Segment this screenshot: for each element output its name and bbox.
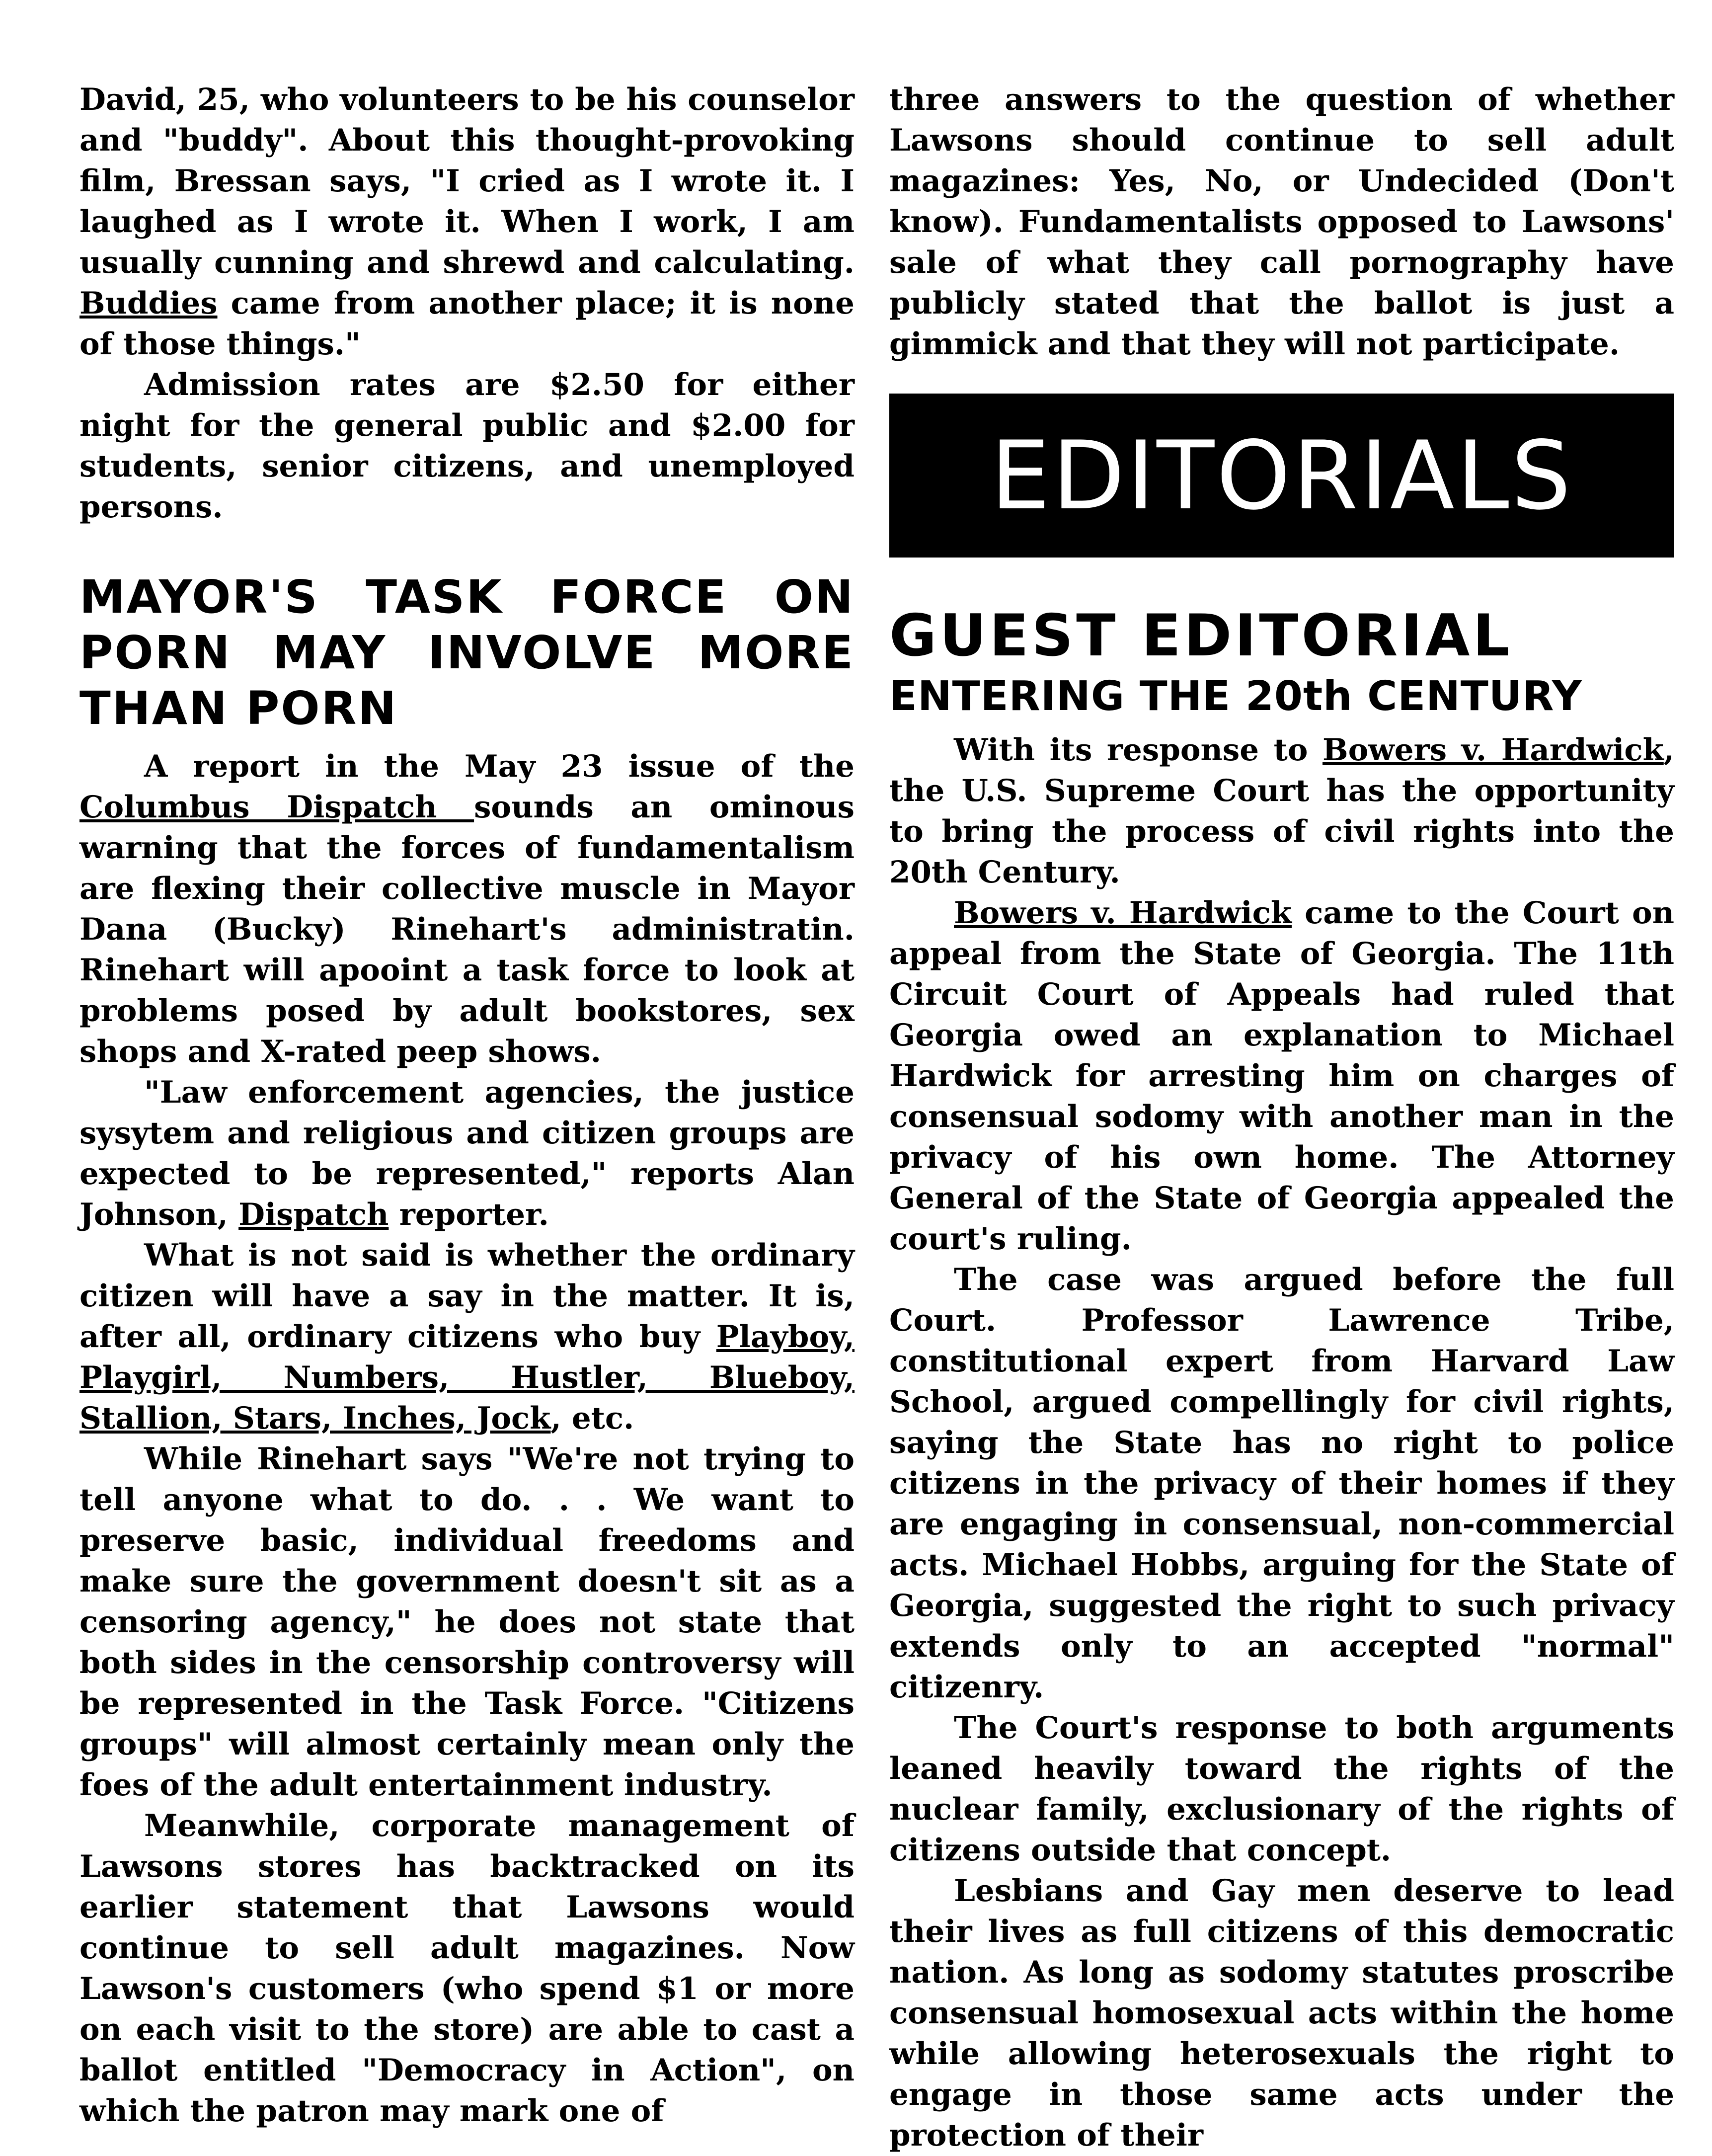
arguments-paragraph: The case was argued before the full Court. Professor Lawrence Tribe, constitutional expert from Harvard Law School, argued compellingly for civil rights, saying the State has no right to police citizens in the privacy of their homes if they are engaging in consensual, non-commercial acts. Michael Hobbs, arguing for the State of Georgia, suggested the right to such privacy extends only to an accepted "normal" citizenry. — [889, 1262, 1674, 1705]
admission-paragraph: Admission rates are $2.50 for either night for the general public and $2.00 for students, senior citizens, and unemployed persons. — [79, 367, 855, 525]
right-column — [889, 80, 1674, 2156]
ordinary-citizen-paragraph: What is not said is whether the ordinary citizen will have a say in the matter. It is, after all, ordinary citizens who buy Playboy, Playgirl, Numbers, Hustler, Blueboy, Stallion, Stars, Inches, Jock, etc. — [79, 1238, 855, 1436]
court-response-paragraph: The Court's response to both arguments leaned heavily toward the rights of the nuclear family, exclusionary of the rights of citizens outside that concept. — [889, 1710, 1674, 1868]
supreme-court-paragraph: With its response to Bowers v. Hardwick, the U.S. Supreme Court has the opportunity to bring the process of civil rights into the 20th Century. — [889, 732, 1674, 890]
film-title: Buddies — [79, 286, 218, 321]
case-name-2: Bowers v. Hardwick — [954, 895, 1292, 931]
task-force-headline: MAYOR'S TASK FORCE ON PORN MAY INVOLVE MORE THAN PORN — [79, 570, 855, 735]
case-background-paragraph: Bowers v. Hardwick came to the Court on appeal from the State of Georgia. The 11th Circuit Court of Appeals had ruled that Georgia owed an explanation to Michael Hardwick for arresting him on charges of consensual sodomy with another man in the privacy of his own home. The Attorney General of the State of Georgia appealed the court's ruling. — [889, 895, 1675, 1257]
case-name: Bowers v. Hardwick — [1323, 732, 1664, 768]
newspaper-title: Columbus Dispatch — [79, 790, 474, 825]
rinehart-paragraph: While Rinehart says "We're not trying to tell anyone what to do. . . We want to preserve basic, individual freedoms and make sure the government doesn't sit as a censoring agency," he does not state that both sides in the censorship controversy will be represented in the Task Force. "Citizens groups" will almost certainly mean only the foes of the adult entertainment industry. — [79, 1441, 855, 1803]
newspaper-title-2: Dispatch — [238, 1197, 389, 1232]
dispatch-report-paragraph: A report in the May 23 issue of the Columbus Dispatch sounds an ominous warning that the forces of fundamentalism are flexing their collective muscle in Mayor Dana (Bucky) Rinehart's administratin. Rinehart will apooint a task force to look at problems posed by adult bookstores, sex shops and X-rated peep shows. — [79, 749, 855, 1069]
editorial-headline: ENTERING THE 20th CENTURY — [889, 673, 1582, 720]
lawsons-paragraph: Meanwhile, corporate management of Lawsons stores has backtracked on its earlier statement that Lawsons would continue to sell adult magazines. Now Lawson's customers (who spend $1 or more on each visit to the store) are able to cast a ballot entitled "Democracy in Action", on which the patron may mark one of — [79, 1808, 855, 2129]
magazine-list: Playboy, Playgirl, Numbers, Hustler, Blueboy, Stallion, Stars, Inches, Jock — [79, 1319, 855, 1436]
ballot-paragraph: three answers to the question of whether Lawsons should continue to sell adult magazines: Yes, No, or Undecided (Don't know). Fundamentalists opposed to Lawsons' sale of what they call pornography have publicly stated that the ballot is just a gimmick and that they will not participate. — [889, 82, 1674, 362]
editorials-banner: EDITORIALS — [889, 394, 1674, 558]
left-column — [79, 80, 855, 2132]
conclusion-paragraph: Lesbians and Gay men deserve to lead their lives as full citizens of this democratic nation. As long as sodomy statutes proscribe consensual homosexual acts within the home while allowing heterosexuals the right to engage in those same acts under the protection of their — [889, 1873, 1674, 2153]
law-enforcement-quote: "Law enforcement agencies, the justice sysytem and religious and citizen groups are expected to be represented," reports Alan Johnson, Dispatch reporter. — [79, 1075, 855, 1232]
guest-editorial-kicker: GUEST EDITORIAL — [889, 602, 1513, 669]
buddies-paragraph: David, 25, who volunteers to be his counselor and "buddy". About this thought-provoking film, Bressan says, "I cried as I wrote it. I laughed as I wrote it. When I work, I am usually cunning and shrewd and calculating. Buddies came from another place; it is none of those things." — [79, 82, 855, 362]
